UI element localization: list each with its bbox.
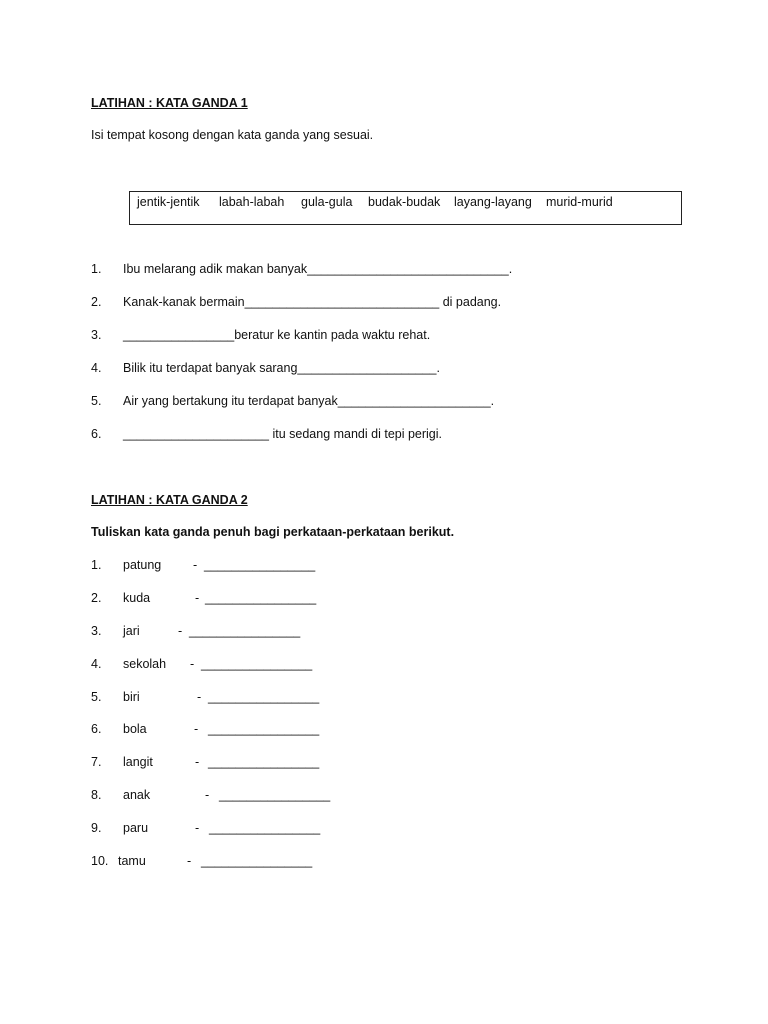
question-text: ________________beratur ke kantin pada waktu rehat. bbox=[123, 328, 431, 342]
item-word: kuda bbox=[123, 591, 151, 605]
question-number: 1. bbox=[91, 262, 102, 276]
item-dash: - bbox=[178, 624, 183, 638]
item-number: 1. bbox=[91, 558, 102, 572]
item-dash: - bbox=[195, 591, 200, 605]
item-number: 8. bbox=[91, 788, 102, 802]
item-number: 5. bbox=[91, 690, 102, 704]
item-number: 6. bbox=[91, 722, 102, 736]
answer-blank: ________________ bbox=[219, 788, 331, 802]
answer-blank: ________________ bbox=[204, 558, 316, 572]
item-word: langit bbox=[123, 755, 153, 769]
item-number: 10. bbox=[91, 854, 109, 868]
question-number: 2. bbox=[91, 295, 102, 309]
answer-blank: ________________ bbox=[201, 854, 313, 868]
question-number: 3. bbox=[91, 328, 102, 342]
question-number: 6. bbox=[91, 427, 102, 441]
word-bank-box bbox=[129, 191, 682, 225]
word-bank-item: gula-gula bbox=[301, 195, 353, 209]
word-bank-item: jentik-jentik bbox=[137, 195, 200, 209]
section2-title: LATIHAN : KATA GANDA 2 bbox=[91, 493, 248, 507]
answer-blank: ________________ bbox=[201, 657, 313, 671]
item-dash: - bbox=[190, 657, 195, 671]
item-word: biri bbox=[123, 690, 140, 704]
item-word: anak bbox=[123, 788, 151, 802]
answer-blank: ________________ bbox=[189, 624, 301, 638]
answer-blank: ________________ bbox=[208, 755, 320, 769]
item-word: tamu bbox=[118, 854, 146, 868]
answer-blank: ________________ bbox=[205, 591, 317, 605]
section2-instruction: Tuliskan kata ganda penuh bagi perkataan-perkataan berikut. bbox=[91, 525, 455, 539]
word-bank-item: murid-murid bbox=[546, 195, 613, 209]
item-number: 2. bbox=[91, 591, 102, 605]
question-number: 5. bbox=[91, 394, 102, 408]
question-text: Kanak-kanak bermain____________________________ di padang. bbox=[123, 295, 502, 309]
question-text: Air yang bertakung itu terdapat banyak______________________. bbox=[123, 394, 495, 408]
question-text: Bilik itu terdapat banyak sarang____________________. bbox=[123, 361, 440, 375]
section1-title: LATIHAN : KATA GANDA 1 bbox=[91, 96, 248, 110]
item-word: sekolah bbox=[123, 657, 167, 671]
question-text: _____________________ itu sedang mandi di tepi perigi. bbox=[123, 427, 443, 441]
item-word: bola bbox=[123, 722, 147, 736]
question-text: Ibu melarang adik makan banyak_____________________________. bbox=[123, 262, 513, 276]
item-dash: - bbox=[195, 821, 200, 835]
question-number: 4. bbox=[91, 361, 102, 375]
item-number: 4. bbox=[91, 657, 102, 671]
item-dash: - bbox=[193, 558, 198, 572]
item-word: patung bbox=[123, 558, 162, 572]
word-bank-item: budak-budak bbox=[368, 195, 441, 209]
answer-blank: ________________ bbox=[208, 722, 320, 736]
answer-blank: ________________ bbox=[209, 821, 321, 835]
item-dash: - bbox=[194, 722, 199, 736]
item-number: 9. bbox=[91, 821, 102, 835]
word-bank-item: labah-labah bbox=[219, 195, 285, 209]
item-dash: - bbox=[195, 755, 200, 769]
word-bank-item: layang-layang bbox=[454, 195, 532, 209]
item-dash: - bbox=[197, 690, 202, 704]
item-dash: - bbox=[187, 854, 192, 868]
item-number: 7. bbox=[91, 755, 102, 769]
item-number: 3. bbox=[91, 624, 102, 638]
item-word: jari bbox=[123, 624, 140, 638]
answer-blank: ________________ bbox=[208, 690, 320, 704]
section1-instruction: Isi tempat kosong dengan kata ganda yang sesuai. bbox=[91, 128, 374, 142]
item-word: paru bbox=[123, 821, 149, 835]
item-dash: - bbox=[205, 788, 210, 802]
